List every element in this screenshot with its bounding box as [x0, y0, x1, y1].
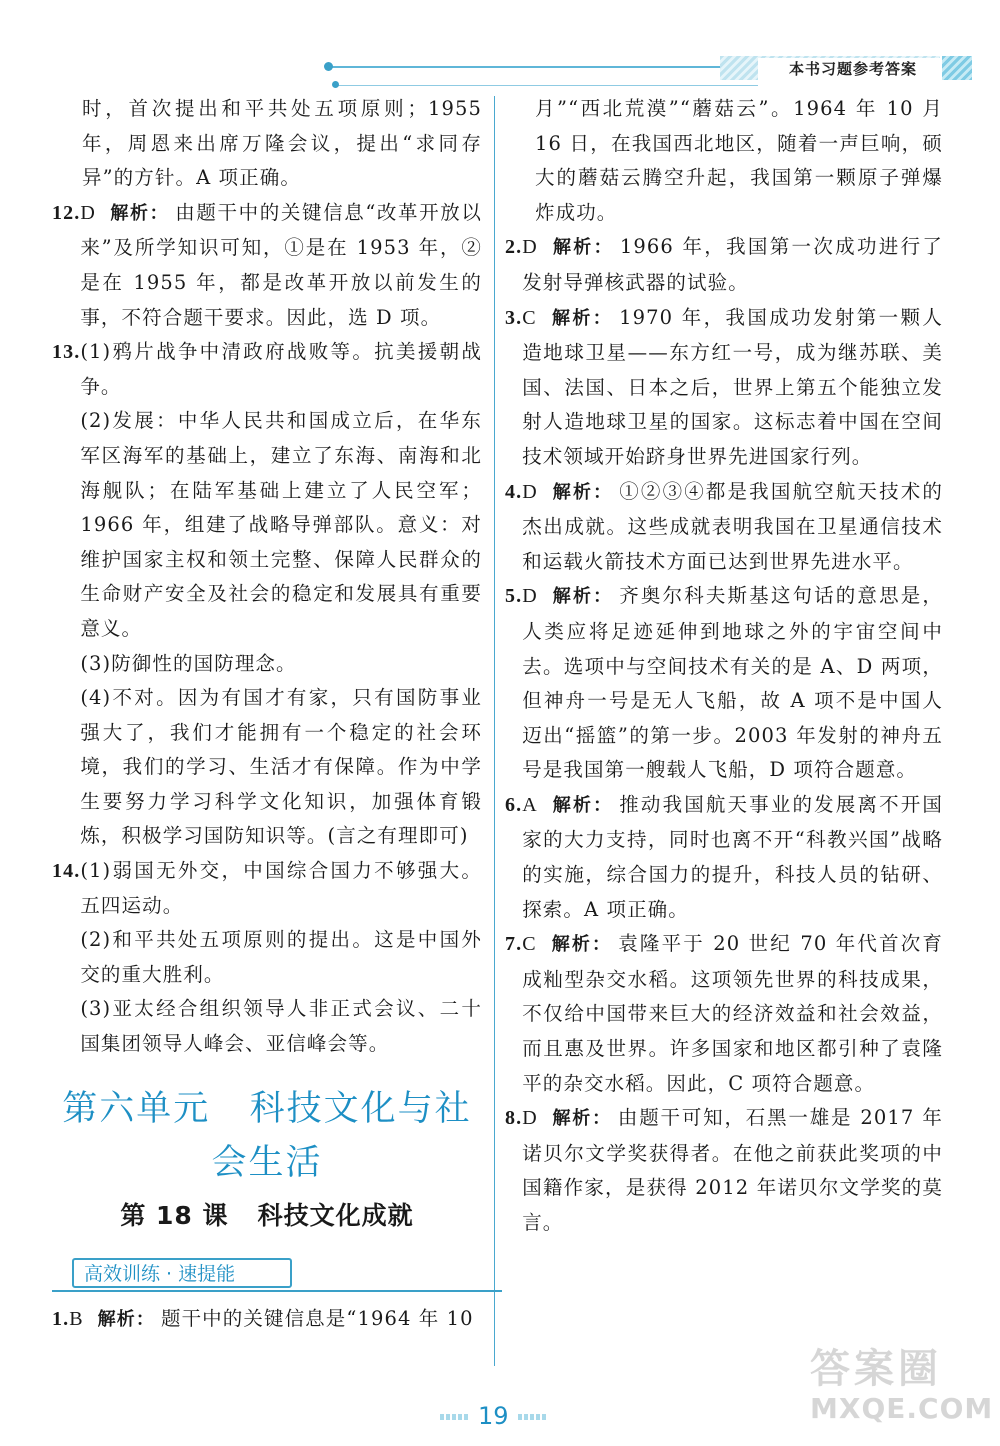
analysis-label: 解析： [551, 481, 614, 503]
lesson-title [52, 1196, 482, 1232]
analysis-text: ①②③④都是我国航空航天技术的杰出成就。这些成就表明我国在卫星通信技术和运载火箭技术方面已达到世界先进水平。 [522, 479, 943, 573]
analysis-label: 解析： [97, 1308, 155, 1330]
unit-title-line-2: 会生活 [211, 1142, 323, 1183]
question-number: 1. [52, 1307, 70, 1330]
watermark-bottom: MXQE.COM [810, 1392, 994, 1425]
analysis-text: 推动我国航天事业的发展离不开国家的大力支持，同时也离不开“科教兴国”战略的实施，综合国力的提升，科技人员的钻研、探索。A 项正确。 [522, 792, 943, 921]
answer-choice: D [522, 585, 538, 608]
analysis-text: 由题干可知，石黑一雄是 2017 年诺贝尔文学奖获得者。在他之前获此奖项的中国籍作家，是获得 2012 年诺贝尔文学奖的莫言。 [522, 1106, 943, 1234]
header-dot-icon [324, 62, 333, 71]
left-column [52, 92, 482, 1337]
header-title: 本书习题参考答案 [758, 58, 948, 80]
header-dot-icon [332, 81, 339, 88]
answer-choice: D [522, 480, 538, 503]
analysis-label: 解析： [551, 237, 614, 259]
analysis-text: 齐奥尔科夫斯基这句话的意思是，人类应将足迹延伸到地球之外的宇宙空间中去。选项中与空间技术有关的是 A、D 两项，但神舟一号是无人飞船，故 A 项不是中国人迈出“摇篮”的第一步。2003 年发射的神舟五号是我国第一艘载人飞船，D 项符合题意。 [522, 584, 943, 782]
answer-part-2: (2)和平共处五项原则的提出。这是中国外交的重大胜利。 [80, 928, 482, 986]
answer-2 [505, 230, 943, 300]
answer-part-1: (1)鸦片战争中清政府战败等。抗美援朝战争。 [80, 340, 482, 398]
question-number: 2. [505, 236, 523, 259]
analysis-label: 解析： [551, 1108, 612, 1130]
column-divider [494, 96, 495, 1366]
answer-choice: C [522, 933, 537, 956]
footer-decoration [440, 1414, 470, 1420]
banner-label: 高效训练 · 速提能 [84, 1262, 236, 1285]
question-number: 13. [52, 341, 81, 364]
page-footer [440, 1402, 580, 1432]
header-stripes-end [942, 56, 972, 80]
answer-12 [52, 196, 482, 335]
lesson-name: 科技文化成就 [257, 1200, 414, 1230]
analysis-text: 1966 年，我国第一次成功进行了发射导弹核武器的试验。 [522, 235, 943, 294]
unit-title-line-1: 第六单元 科技文化与社 [62, 1088, 472, 1129]
analysis-label: 解析： [109, 202, 170, 224]
answer-part-1: (1)弱国无外交，中国综合国力不够强大。五四运动。 [80, 859, 482, 917]
answer-part-3: (3)亚太经合组织领导人非正式会议、二十国集团领导人峰会、亚信峰会等。 [80, 997, 482, 1056]
question-number: 4. [505, 480, 523, 503]
analysis-text: 1970 年，我国成功发射第一颗人造地球卫星——东方红一号，成为继苏联、美国、法国、日本之后，世界上第五个能独立发射人造地球卫星的国家。这标志着中国在空间技术领域开始跻身世界先进国家行列。 [522, 305, 943, 468]
question-number: 12. [52, 201, 81, 224]
question-number: 5. [505, 585, 523, 608]
answer-part-4: (4)不对。因为有国才有家，只有国防事业强大了，我们才能拥有一个稳定的社会环境，我们的学习、生活才有保障。作为中学生要努力学习科学文化知识，加强体育锻炼，积极学习国防知识等。(言之有理即可) [80, 686, 482, 848]
answer-choice: B [69, 1307, 84, 1330]
answer-4 [505, 475, 943, 580]
answer-6 [505, 788, 943, 927]
lesson-number: 第 18 课 [120, 1200, 229, 1230]
analysis-label: 解析： [551, 586, 614, 608]
watermark-top: 答案圈 [810, 1346, 942, 1392]
footer-decoration [518, 1414, 548, 1420]
answer-choice: D [80, 201, 96, 224]
question-number: 8. [505, 1107, 523, 1130]
answer-choice: A [522, 793, 538, 816]
answer-8 [505, 1101, 943, 1240]
continued-answer: 时，首次提出和平共处五项原则；1955 年，周恩来出席万隆会议，提出“求同存异”的方针。A 项正确。 [82, 97, 482, 190]
watermark-logo [810, 1346, 994, 1436]
header-rule-thin [338, 85, 758, 86]
analysis-label: 解析： [550, 934, 613, 956]
analysis-text: 由题干中的关键信息“改革开放以来”及所学知识可知，①是在 1953 年，②是在 1955 年，都是改革开放以前发生的事，不符合题干要求。因此，选 D 项。 [80, 200, 482, 329]
question-number: 6. [505, 793, 523, 816]
answer-part-3: (3)防御性的国防理念。 [80, 651, 297, 675]
analysis-text: 袁隆平于 20 世纪 70 年代首次育成籼型杂交水稻。这项领先世界的科技成果，不仅给中国带来巨大的经济效益和社会效益，而且惠及世界。许多国家和地区都引种了袁隆平的杂交水稻。因此，C 项符合题意。 [522, 932, 943, 1095]
answer-choice: D [522, 236, 538, 259]
header-rule [330, 66, 770, 68]
answer-3 [505, 301, 943, 475]
answer-1 [52, 1302, 482, 1338]
section-banner [72, 1258, 342, 1294]
answer-7 [505, 927, 943, 1101]
continued-answer: 月”“西北荒漠”“蘑菇云”。1964 年 10 月 16 日，在我国西北地区，随着一声巨响，硕大的蘑菇云腾空升起，我国第一颗原子弹爆炸成功。 [535, 97, 943, 224]
banner-rule [52, 1290, 502, 1292]
page-header [330, 52, 970, 84]
unit-title [52, 1082, 482, 1190]
page-number: 19 [478, 1402, 509, 1430]
answer-5 [505, 579, 943, 788]
answer-14 [52, 854, 482, 1062]
right-column [505, 92, 943, 1241]
question-number: 14. [52, 860, 81, 883]
question-number: 3. [505, 306, 523, 329]
question-number: 7. [505, 933, 523, 956]
answer-part-2: (2)发展：中华人民共和国成立后，在华东军区海军的基础上，建立了东海、南海和北海舰队；在陆军基础上建立了人民空军；1966 年，组建了战略导弹部队。意义：对维护国家主权和领土完整、保障人民群众的生命财产安全及社会的稳定和发展具有重要意义。 [80, 409, 482, 640]
analysis-label: 解析： [550, 307, 614, 329]
analysis-text: 题干中的关键信息是“1964 年 10 [160, 1306, 474, 1330]
analysis-label: 解析： [551, 794, 614, 816]
answer-choice: C [522, 306, 537, 329]
answer-choice: D [522, 1107, 538, 1130]
answer-13 [52, 335, 482, 854]
